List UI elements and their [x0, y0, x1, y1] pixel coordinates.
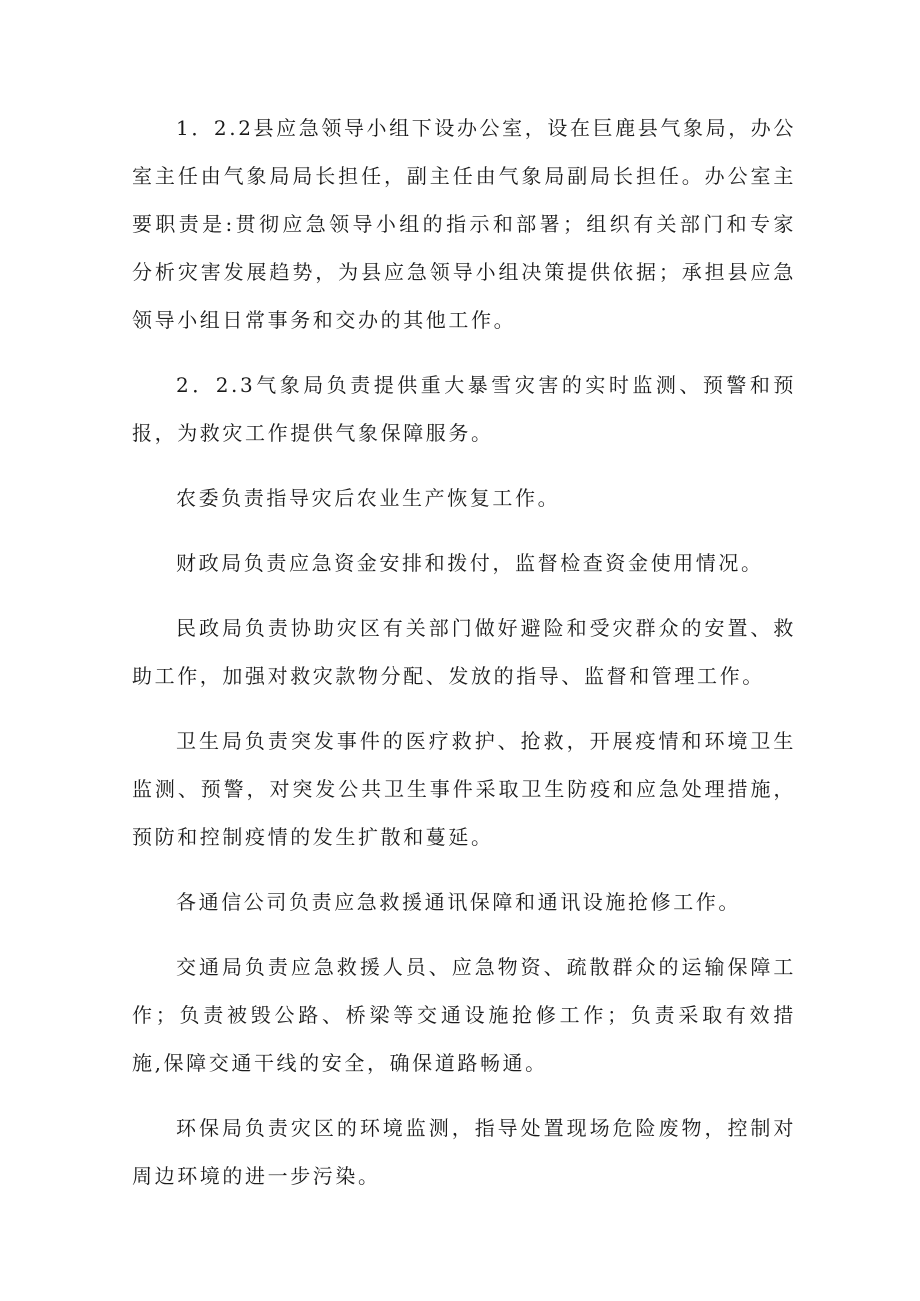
paragraph-telecom-companies: 各通信公司负责应急救援通讯保障和通讯设施抢修工作。 [176, 890, 741, 914]
paragraph-transport-bureau: 交通局负责应急救援人员、应急物资、疏散群众的运输保障工作；负责被毁公路、桥梁等交通设施抢修工作；负责采取有效措施,保障交通干线的安全，确保道路畅通。 [132, 955, 796, 1075]
paragraph-health-bureau: 卫生局负责突发事件的医疗救护、抢救，开展疫情和环境卫生监测、预警，对突发公共卫生事件采取卫生防疫和应急处理措施，预防和控制疫情的发生扩散和蔓延。 [132, 729, 796, 849]
paragraph-civil-affairs-bureau: 民政局负责协助灾区有关部门做好避险和受灾群众的安置、救助工作，加强对救灾款物分配、发放的指导、监督和管理工作。 [132, 616, 796, 688]
paragraph-environmental-bureau: 环保局负责灾区的环境监测，指导处置现场危险废物，控制对周边环境的进一步污染。 [132, 1116, 796, 1188]
paragraph-office-duties: 1．2.2县应急领导小组下设办公室，设在巨鹿县气象局，办公室主任由气象局局长担任，副主任由气象局副局长担任。办公室主要职责是:贯彻应急领导小组的指示和部署；组织有关部门和专家分析灾害发展趋势，为县应急领导小组决策提供依据；承担县应急领导小组日常事务和交办的其他工作。 [132, 116, 796, 332]
document-body [132, 104, 796, 1217]
paragraph-finance-bureau: 财政局负责应急资金安排和拨付，监督检查资金使用情况。 [176, 551, 764, 575]
paragraph-agriculture-committee: 农委负责指导灾后农业生产恢复工作。 [176, 486, 561, 510]
paragraph-meteorological-bureau: 2．2.3气象局负责提供重大暴雪灾害的实时监测、预警和预报，为救灾工作提供气象保障服务。 [132, 373, 796, 445]
